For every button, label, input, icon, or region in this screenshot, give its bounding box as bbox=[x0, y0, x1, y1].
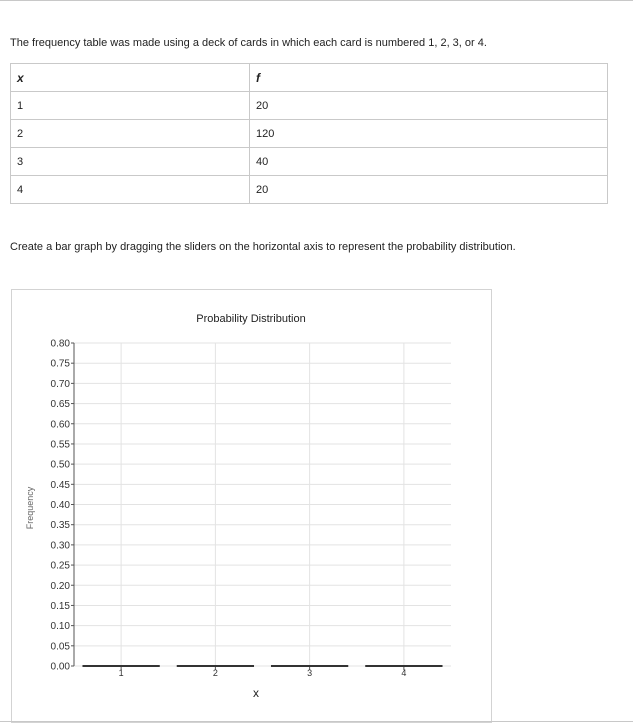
x-tick-label: 1 bbox=[118, 668, 124, 678]
x-tick-labels bbox=[119, 668, 407, 678]
cell-x: 3 bbox=[11, 148, 250, 176]
y-tick-label: 0.65 bbox=[50, 399, 70, 411]
cell-x: 1 bbox=[11, 92, 250, 120]
bar-graph-panel bbox=[11, 289, 492, 723]
frequency-table bbox=[10, 63, 608, 204]
cell-f: 40 bbox=[250, 148, 608, 176]
y-axis-label: Frequency bbox=[25, 486, 35, 530]
header-f: f bbox=[250, 64, 608, 92]
cell-f: 20 bbox=[250, 92, 608, 120]
table-row bbox=[11, 176, 608, 204]
bottom-divider bbox=[0, 721, 633, 722]
y-tick-label: 0.55 bbox=[50, 439, 70, 451]
y-tick-label: 0.15 bbox=[50, 600, 70, 612]
chart-title: Probability Distribution bbox=[196, 313, 306, 325]
x-axis-label: x bbox=[253, 686, 259, 700]
table-header-row bbox=[11, 64, 608, 92]
y-tick-label: 0.25 bbox=[50, 560, 70, 572]
y-tick-label: 0.05 bbox=[50, 641, 70, 653]
cell-f: 20 bbox=[250, 176, 608, 204]
cell-x: 2 bbox=[11, 120, 250, 148]
x-tick-label: 4 bbox=[401, 668, 407, 678]
cell-f: 120 bbox=[250, 120, 608, 148]
cell-x: 4 bbox=[11, 176, 250, 204]
y-tick-label: 0.20 bbox=[50, 580, 70, 592]
y-tick-label: 0.75 bbox=[50, 358, 70, 370]
top-divider bbox=[0, 0, 633, 1]
intro-text: The frequency table was made using a deck of cards in which each card is numbered 1, 2, 3, or 4. bbox=[10, 37, 487, 49]
table-row bbox=[11, 92, 608, 120]
grid-lines bbox=[74, 343, 451, 666]
y-tick-label: 0.40 bbox=[50, 500, 70, 511]
instruction-text: Create a bar graph by dragging the sliders on the horizontal axis to represent the probability distribution. bbox=[10, 241, 516, 253]
y-tick-label: 0.80 bbox=[50, 338, 70, 350]
table-row bbox=[11, 148, 608, 176]
y-tick-label: 0.50 bbox=[50, 459, 70, 471]
y-tick-label: 0.45 bbox=[50, 479, 70, 491]
table-row bbox=[11, 120, 608, 148]
y-tick-label: 0.00 bbox=[50, 661, 70, 673]
x-tick-label: 2 bbox=[212, 668, 218, 678]
y-tick-label: 0.70 bbox=[50, 378, 70, 390]
y-tick-label: 0.60 bbox=[50, 419, 70, 431]
y-tick-label: 0.30 bbox=[50, 540, 70, 552]
bar-chart bbox=[12, 290, 491, 722]
header-x: x bbox=[11, 64, 250, 92]
y-tick-labels bbox=[51, 339, 71, 673]
x-tick-label: 3 bbox=[307, 668, 313, 678]
y-tick-label: 0.10 bbox=[50, 621, 70, 633]
y-tick-label: 0.35 bbox=[50, 520, 70, 532]
